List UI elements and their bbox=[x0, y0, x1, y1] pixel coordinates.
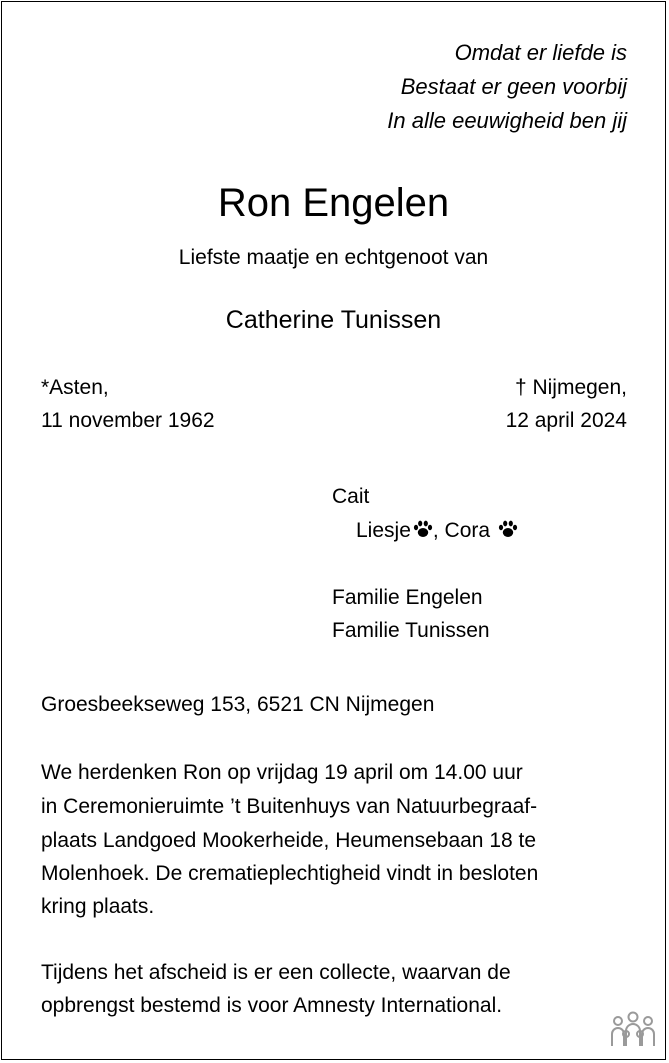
collection-line-2: opbrengst bestemd is voor Amnesty International. bbox=[41, 994, 503, 1017]
people-group-logo bbox=[610, 1010, 656, 1050]
birth-place: *Asten, bbox=[41, 376, 109, 399]
mourner-pets bbox=[356, 520, 518, 541]
collection-line-1: Tijdens het afscheid is er een collecte, waarvan de bbox=[41, 961, 511, 984]
deceased-name: Ron Engelen bbox=[217, 181, 450, 225]
obituary-card bbox=[1, 1, 666, 1060]
ceremony-line-3: plaats Landgoed Mookerheide, Heumensebaan 18 te bbox=[41, 829, 537, 852]
family-engelen: Familie Engelen bbox=[332, 586, 483, 609]
paw-icon bbox=[498, 520, 518, 538]
pet-name-liesje: Liesje bbox=[356, 519, 411, 542]
family-tunissen: Familie Tunissen bbox=[332, 619, 490, 642]
poem-line-1: Omdat er liefde is bbox=[454, 40, 627, 65]
mourner-cait: Cait bbox=[332, 485, 370, 508]
poem-line-3: In alle eeuwigheid ben jij bbox=[387, 108, 627, 133]
birth-date: 11 november 1962 bbox=[41, 409, 215, 432]
spouse-name: Catherine Tunissen bbox=[225, 306, 442, 334]
death-place: † Nijmegen, bbox=[514, 376, 627, 399]
ceremony-line-1: We herdenken Ron op vrijdag 19 april om 14.00 uur bbox=[41, 761, 523, 784]
pet-name-cora: , Cora bbox=[432, 519, 491, 542]
ceremony-line-4: Molenhoek. De crematieplechtigheid vindt in besloten bbox=[41, 862, 539, 885]
address: Groesbeekseweg 153, 6521 CN Nijmegen bbox=[41, 693, 435, 716]
ceremony-line-5: kring plaats. bbox=[41, 895, 155, 918]
death-date: 12 april 2024 bbox=[505, 409, 627, 432]
ceremony-line-2: in Ceremonieruimte ’t Buitenhuys van Natuurbegraaf- bbox=[41, 795, 538, 818]
relation-text: Liefste maatje en echtgenoot van bbox=[178, 246, 489, 269]
poem-line-2: Bestaat er geen voorbij bbox=[400, 74, 627, 99]
paw-icon bbox=[413, 520, 433, 538]
